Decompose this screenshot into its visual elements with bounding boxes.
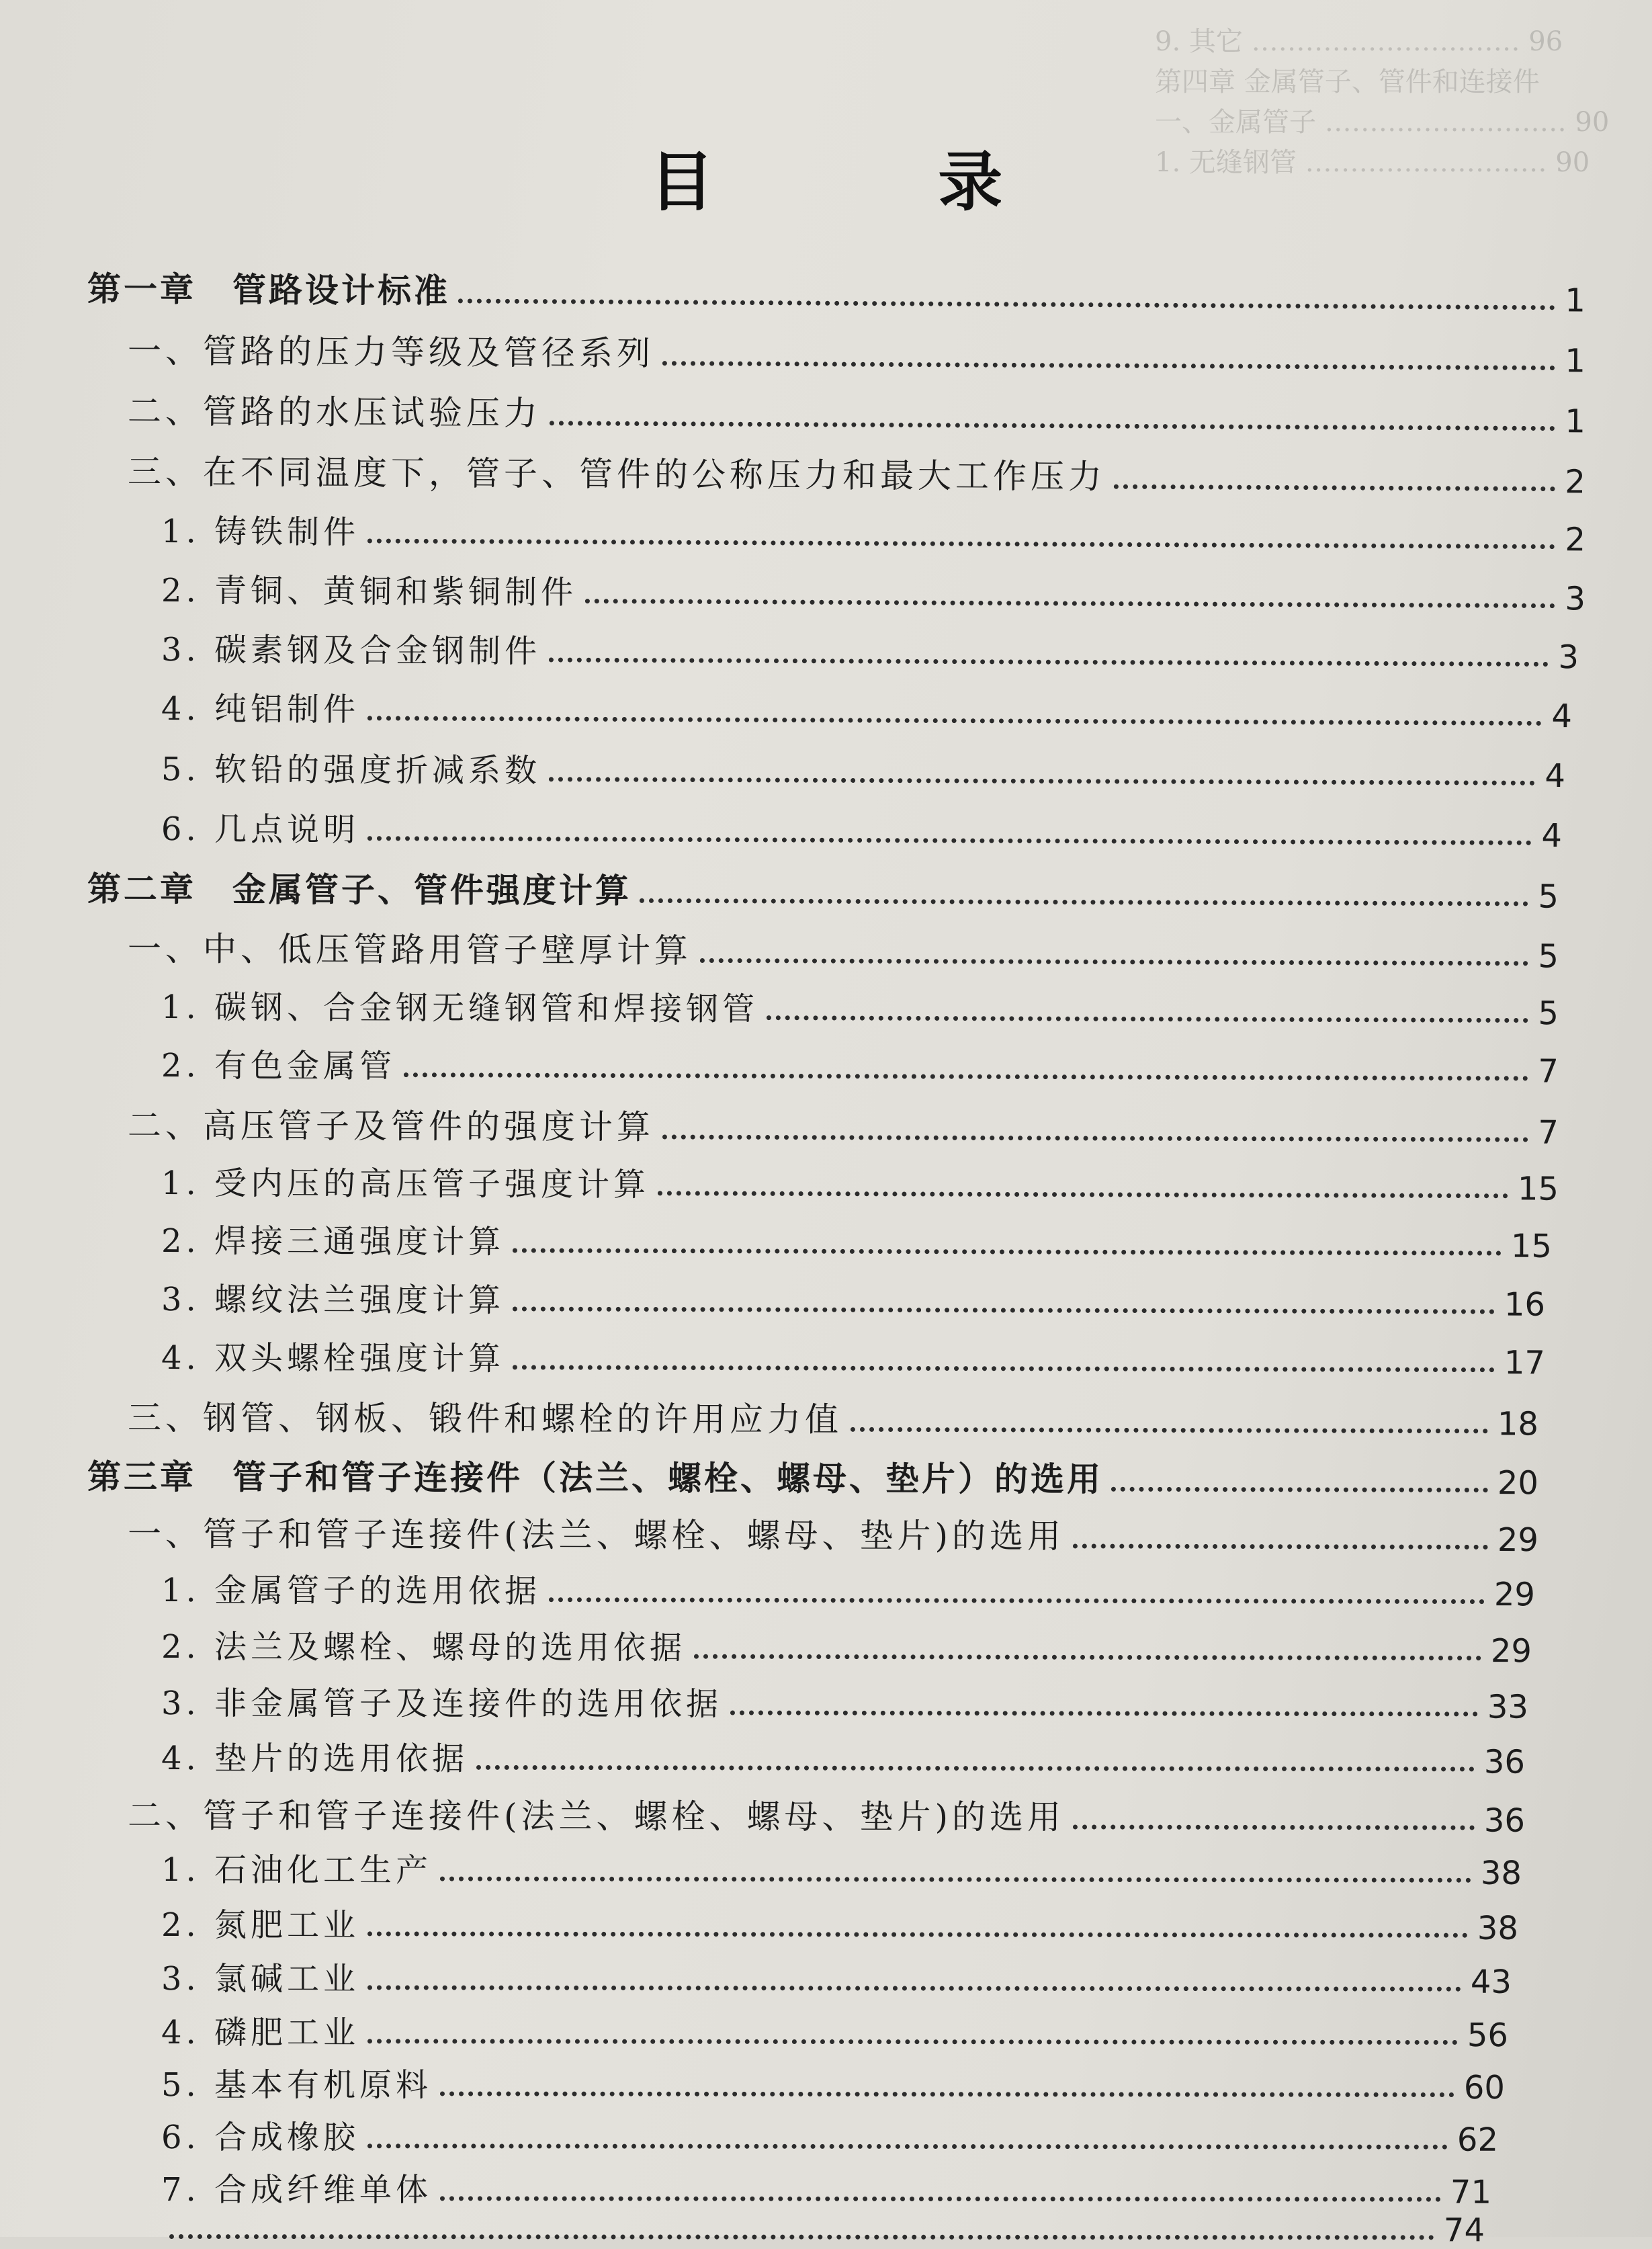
toc-entry-label: 4. 双头螺栓强度计算 — [161, 1339, 505, 1378]
dot-leader — [513, 1248, 1502, 1255]
dot-leader — [658, 1191, 1508, 1198]
dot-leader — [367, 716, 1542, 726]
toc-entry — [161, 505, 1585, 558]
toc-entry — [161, 1332, 1545, 1382]
toc-entry-page: 4 — [1541, 816, 1563, 855]
toc-entry-label: 3. 氯碱工业 — [161, 1960, 360, 1998]
toc-entry-page: 20 — [1497, 1464, 1539, 1502]
table-of-contents — [87, 235, 1586, 2249]
toc-entry — [161, 2211, 1485, 2249]
toc-entry — [161, 1621, 1532, 1670]
toc-entry-page: 4 — [1545, 757, 1566, 796]
toc-entry-label: 三、在不同温度下，管子、管件的公称压力和最大工作压力 — [127, 452, 1106, 497]
toc-entry-label: 2. 氮肥工业 — [161, 1906, 360, 1945]
dot-leader — [169, 2234, 1434, 2240]
toc-entry-label: 一、中、低压管路用管子壁厚计算 — [127, 929, 693, 970]
toc-entry-page: 36 — [1483, 1743, 1526, 1781]
dot-leader — [367, 1985, 1461, 1991]
toc-entry-label: 6. 几点说明 — [161, 810, 360, 849]
dot-leader — [550, 421, 1555, 431]
toc-entry-page: 18 — [1497, 1405, 1539, 1443]
toc-entry-page: 74 — [1443, 2211, 1485, 2249]
dot-leader — [662, 361, 1555, 370]
toc-entry — [161, 1677, 1528, 1726]
toc-entry-label: 2. 法兰及螺栓、螺母的选用依据 — [161, 1628, 687, 1667]
toc-entry — [161, 564, 1585, 618]
toc-entry — [161, 1273, 1545, 1324]
dot-leader — [404, 1072, 1528, 1080]
toc-entry — [128, 384, 1585, 440]
toc-entry — [161, 2111, 1498, 2159]
toc-entry — [161, 1157, 1559, 1208]
dot-leader — [476, 1765, 1475, 1772]
toc-entry-page: 16 — [1504, 1285, 1546, 1324]
toc-entry-page: 3 — [1565, 580, 1586, 618]
toc-entry-page: 29 — [1490, 1632, 1532, 1670]
toc-entry-page: 3 — [1558, 638, 1579, 677]
dot-leader — [767, 1015, 1528, 1023]
dot-leader — [730, 1710, 1478, 1716]
toc-entry-label: 三、钢管、钢板、锻件和螺栓的许用应力值 — [127, 1398, 843, 1439]
toc-entry — [161, 2164, 1491, 2211]
toc-entry-page: 62 — [1457, 2121, 1499, 2159]
dot-leader — [458, 298, 1555, 310]
toc-entry-label: 第三章 管子和管子连接件（法兰、螺栓、螺母、垫片）的选用 — [87, 1457, 1104, 1499]
toc-entry — [161, 2059, 1505, 2107]
dot-leader — [640, 898, 1528, 906]
toc-entry — [128, 1099, 1559, 1152]
toc-entry-label: 二、管子和管子连接件(法兰、螺栓、螺母、垫片)的选用 — [127, 1796, 1066, 1837]
toc-entry-label: 二、管路的水压试验压力 — [127, 392, 542, 433]
toc-entry — [161, 803, 1562, 855]
toc-entry-page: 2 — [1565, 521, 1586, 559]
dot-leader — [662, 1135, 1528, 1142]
toc-entry-label: 5. 基本有机原料 — [161, 2066, 433, 2105]
toc-title: 目 录 — [649, 144, 1104, 220]
dot-leader — [1114, 484, 1555, 491]
dot-leader — [1073, 1824, 1475, 1830]
dot-leader — [440, 2196, 1441, 2201]
dot-leader — [549, 658, 1549, 667]
toc-entry-page: 4 — [1551, 697, 1573, 736]
toc-entry-label: 6. 合成橡胶 — [161, 2119, 360, 2157]
toc-entry — [87, 262, 1585, 320]
toc-entry-page: 71 — [1450, 2173, 1492, 2211]
toc-entry-page: 1 — [1565, 402, 1586, 441]
toc-entry-label: 第二章 金属管子、管件强度计算 — [87, 869, 632, 910]
dot-leader — [513, 1365, 1495, 1372]
toc-entry — [87, 862, 1559, 916]
toc-entry-label: 4. 垫片的选用依据 — [161, 1740, 469, 1778]
dot-leader — [367, 539, 1555, 550]
toc-entry-label: 7. 合成纤维单体 — [161, 2171, 433, 2209]
toc-entry-label: 2. 青铜、黄铜和紫铜制件 — [161, 572, 578, 612]
dot-leader — [549, 777, 1535, 786]
toc-entry-page: 5 — [1538, 937, 1559, 976]
toc-entry-page: 7 — [1538, 1113, 1559, 1152]
toc-entry-page: 29 — [1493, 1576, 1536, 1614]
toc-entry-page: 15 — [1510, 1227, 1553, 1265]
toc-entry-label: 2. 焊接三通强度计算 — [161, 1222, 505, 1261]
bleed-through-text: 9. 其它 ………………………… 96 第四章 金属管子、管件和连接件 一、金属管子 ……………………… 90 1. 无缝钢管 ……………………… 90 — [1155, 26, 1610, 178]
dot-leader — [585, 599, 1555, 608]
toc-entry-label: 4. 磷肥工业 — [161, 2014, 360, 2052]
toc-entry-page: 60 — [1463, 2069, 1506, 2107]
toc-entry — [161, 743, 1565, 795]
toc-entry-page: 1 — [1565, 342, 1586, 380]
toc-entry — [87, 1450, 1538, 1502]
toc-entry-page: 29 — [1497, 1521, 1539, 1560]
toc-entry-label: 一、管子和管子连接件(法兰、螺栓、螺母、垫片)的选用 — [127, 1515, 1066, 1556]
toc-entry-label: 第一章 管路设计标准 — [87, 269, 451, 311]
toc-entry-page: 5 — [1538, 878, 1559, 916]
toc-entry — [161, 1215, 1552, 1265]
toc-entry — [161, 1844, 1522, 1892]
toc-entry — [128, 922, 1559, 975]
toc-entry-page: 1 — [1565, 282, 1586, 320]
toc-entry-label: 1. 碳钢、合金钢无缝钢管和焊接钢管 — [161, 988, 759, 1029]
dot-leader — [367, 1931, 1468, 1937]
dot-leader — [549, 1597, 1485, 1604]
toc-entry-label: 二、高压管子及管件的强度计算 — [127, 1106, 655, 1147]
toc-entry-page: 5 — [1538, 994, 1559, 1033]
toc-entry — [161, 1039, 1559, 1091]
dot-leader — [1111, 1487, 1488, 1492]
toc-entry — [161, 981, 1559, 1032]
toc-entry — [128, 1789, 1525, 1840]
dot-leader — [367, 2039, 1458, 2045]
dot-leader — [851, 1427, 1488, 1433]
dot-leader — [1073, 1543, 1488, 1550]
toc-entry-label: 1. 铸铁制件 — [161, 513, 360, 552]
toc-entry — [128, 1507, 1538, 1559]
dot-leader — [694, 1654, 1481, 1660]
toc-entry — [128, 1391, 1538, 1443]
toc-entry-label: 3. 碳素钢及合金钢制件 — [161, 631, 541, 671]
toc-entry — [161, 1564, 1535, 1613]
toc-entry-page: 43 — [1470, 1963, 1512, 2001]
toc-entry-label: 2. 有色金属管 — [161, 1047, 396, 1086]
toc-entry-label: 1. 金属管子的选用依据 — [161, 1572, 541, 1611]
toc-entry — [161, 1732, 1525, 1781]
toc-entry-page: 38 — [1477, 1909, 1519, 1947]
toc-entry-label: 3. 螺纹法兰强度计算 — [161, 1281, 505, 1320]
toc-entry-label: 4. 纯铝制件 — [161, 690, 360, 729]
dot-leader — [700, 958, 1528, 966]
toc-entry-label: 3. 非金属管子及连接件的选用依据 — [161, 1685, 723, 1724]
toc-entry — [161, 2006, 1508, 2054]
dot-leader — [367, 836, 1532, 845]
toc-entry — [161, 1899, 1518, 1947]
toc-entry-label: 1. 受内压的高压管子强度计算 — [161, 1164, 650, 1204]
toc-entry — [161, 683, 1572, 735]
toc-entry-label: 1. 石油化工生产 — [161, 1851, 433, 1890]
toc-entry-page: 38 — [1480, 1854, 1522, 1892]
toc-entry-page: 56 — [1467, 2017, 1509, 2055]
toc-entry-page: 2 — [1565, 463, 1586, 501]
dot-leader — [513, 1306, 1495, 1314]
toc-entry — [161, 624, 1579, 676]
toc-entry — [128, 445, 1585, 501]
toc-entry — [161, 1953, 1512, 2001]
toc-entry-page: 33 — [1487, 1688, 1529, 1726]
toc-entry-label: 一、管路的压力等级及管径系列 — [127, 331, 655, 374]
toc-entry-page: 36 — [1483, 1801, 1526, 1840]
dot-leader — [440, 1877, 1471, 1883]
dot-leader — [440, 2091, 1454, 2097]
toc-entry-label: 5. 软铅的强度折减系数 — [161, 751, 541, 790]
toc-entry-page: 15 — [1517, 1170, 1559, 1208]
toc-entry — [128, 324, 1585, 380]
dot-leader — [367, 2144, 1448, 2149]
toc-entry-page: 7 — [1538, 1052, 1559, 1091]
toc-entry-page: 17 — [1504, 1344, 1546, 1382]
